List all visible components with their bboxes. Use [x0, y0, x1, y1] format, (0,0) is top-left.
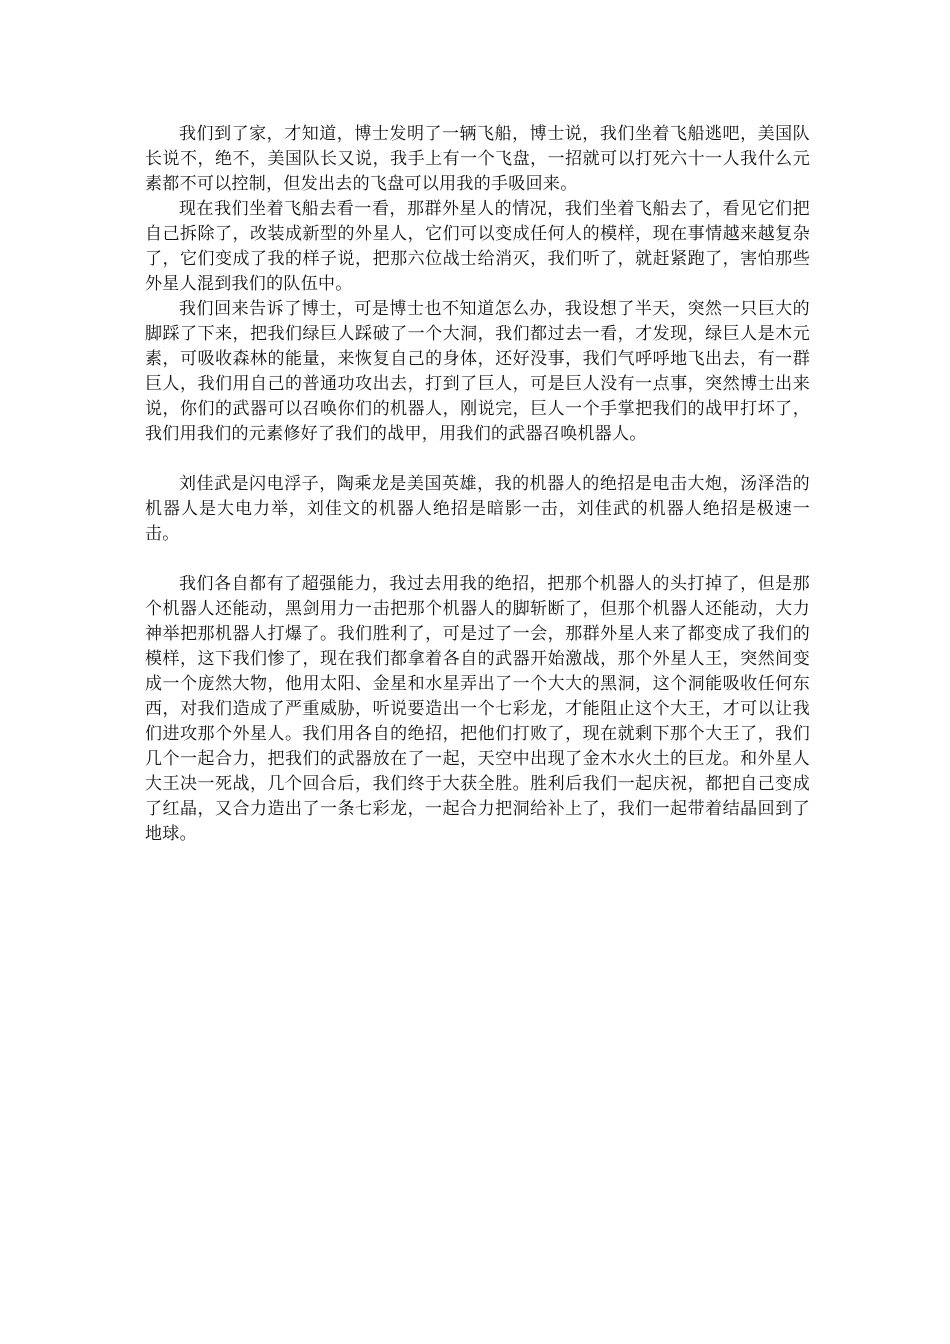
- paragraph-4: 刘佳武是闪电浮子，陶乘龙是美国英雄，我的机器人的绝招是电击大炮，汤泽浩的机器人是大电力举，刘佳文的机器人绝招是暗影一击，刘佳武的机器人绝招是极速一击。: [145, 474, 810, 544]
- paragraph-1: 我们到了家，才知道，博士发明了一辆飞船，博士说，我们坐着飞船逃吧，美国队长说不，绝不，美国队长又说，我手上有一个飞盘，一招就可以打死六十一人我什么元素都不可以控制，但发出去的飞盘可以用我的手吸回来。: [145, 124, 810, 194]
- paragraph-2: 现在我们坐着飞船去看一看，那群外星人的情况，我们坐着飞船去了，看见它们把自己拆除了，改装成新型的外星人，它们可以变成任何人的模样，现在事情越来越复杂了，它们变成了我的样子说，把那六位战士给消灭，我们听了，就赶紧跑了，害怕那些外星人混到我们的队伍中。: [145, 199, 810, 294]
- document-body: [145, 122, 810, 847]
- paragraph-3: 我们回来告诉了博士，可是博士也不知道怎么办，我设想了半天，突然一只巨大的脚踩了下来，把我们绿巨人踩破了一个大洞，我们都过去一看，才发现，绿巨人是木元素，可吸收森林的能量，来恢复自己的身体，还好没事，我们气呼呼地飞出去，有一群巨人，我们用自己的普通功攻出去，打到了巨人，可是巨人没有一点事，突然博士出来说，你们的武器可以召唤你们的机器人，刚说完，巨人一个手掌把我们的战甲打坏了，我们用我们的元素修好了我们的战甲，用我们的武器召唤机器人。: [145, 299, 810, 444]
- paragraph-5: 我们各自都有了超强能力，我过去用我的绝招，把那个机器人的头打掉了，但是那个机器人还能动，黑剑用力一击把那个机器人的脚斩断了，但那个机器人还能动，大力神举把那机器人打爆了。我们胜利了，可是过了一会，那群外星人来了都变成了我们的模样，这下我们惨了，现在我们都拿着各自的武器开始激战，那个外星人王，突然间变成一个庞然大物，他用太阳、金星和水星弄出了一个大大的黑洞，这个洞能吸收任何东西，对我们造成了严重威胁，听说要造出一个七彩龙，才能阻止这个大王，才可以让我们进攻那个外星人。我们用各自的绝招，把他们打败了，现在就剩下那个大王了，我们几个一起合力，把我们的武器放在了一起，天空中出现了金木水火土的巨龙。和外星人大王决一死战，几个回合后，我们终于大获全胜。胜利后我们一起庆祝，都把自己变成了红晶，又合力造出了一条七彩龙，一起合力把洞给补上了，我们一起带着结晶回到了地球。: [145, 574, 810, 844]
